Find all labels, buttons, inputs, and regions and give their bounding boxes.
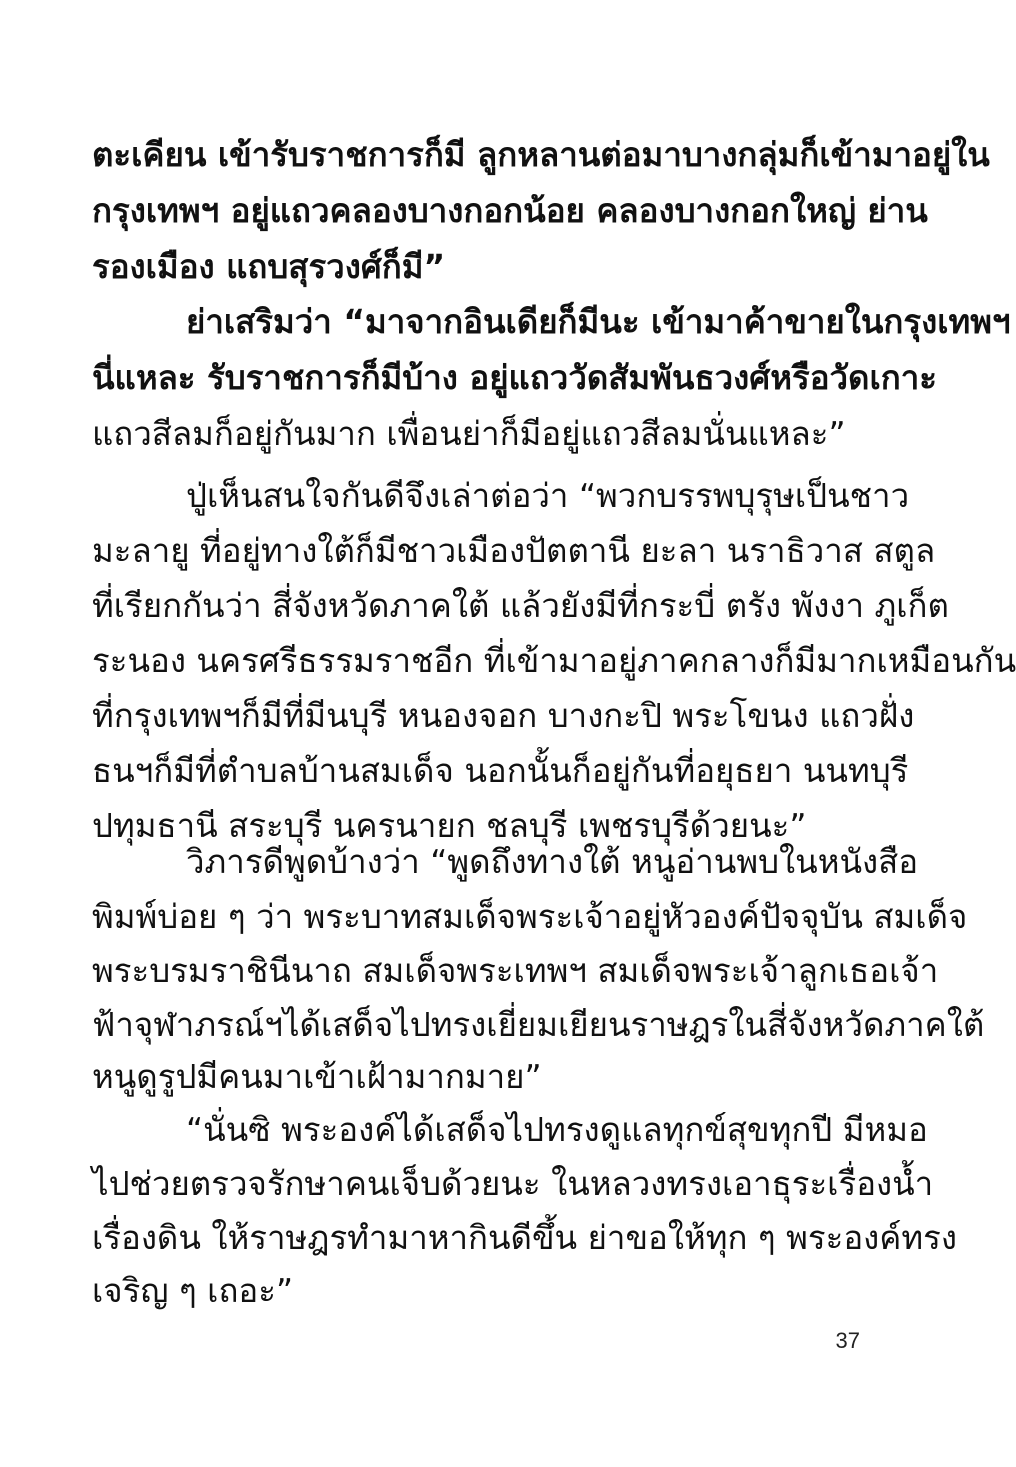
- text-line: เจริญ ๆ เถอะ”: [92, 1271, 294, 1310]
- text-line: ฟ้าจุฬาภรณ์ฯได้เสด็จไปทรงเยี่ยมเยียนราษฎรในสี่จังหวัดภาคใต้: [92, 1005, 985, 1044]
- text-line: ปู่เห็นสนใจกันดีจึงเล่าต่อว่า “พวกบรรพบุรุษเป็นชาว: [186, 476, 910, 515]
- page-number: 37: [835, 1328, 860, 1353]
- text-line: ปทุมธานี สระบุรี นครนายก ชลบุรี เพชรบุรีด้วยนะ”: [92, 806, 807, 845]
- text-line: “นั่นซิ พระองค์ได้เสด็จไปทรงดูแลทุกข์สุขทุกปี มีหมอ: [186, 1110, 928, 1149]
- text-line: เรื่องดิน ให้ราษฎรทำมาหากินดีขึ้น ย่าขอให้ทุก ๆ พระองค์ทรง: [92, 1218, 957, 1257]
- text-line: ไปช่วยตรวจรักษาคนเจ็บด้วยนะ ในหลวงทรงเอาธุระเรื่องน้ำ: [92, 1164, 934, 1203]
- text-line: ที่กรุงเทพฯก็มีที่มีนบุรี หนองจอก บางกะปิ พระโขนง แถวฝั่ง: [92, 696, 915, 735]
- text-line: นี่แหละ รับราชการก็มีบ้าง อยู่แถววัดสัมพันธวงศ์หรือวัดเกาะ: [92, 358, 937, 397]
- text-line: กรุงเทพฯ อยู่แถวคลองบางกอกน้อย คลองบางกอกใหญ่ ย่าน: [92, 191, 928, 230]
- text-line: พิมพ์บ่อย ๆ ว่า พระบาทสมเด็จพระเจ้าอยู่หัวองค์ปัจจุบัน สมเด็จ: [92, 897, 968, 936]
- text-line: มะลายู ที่อยู่ทางใต้ก็มีชาวเมืองปัตตานี ยะลา นราธิวาส สตูล: [92, 531, 936, 570]
- text-line: พระบรมราชินีนาถ สมเด็จพระเทพฯ สมเด็จพระเจ้าลูกเธอเจ้า: [92, 951, 939, 990]
- text-line: ตะเคียน เข้ารับราชการก็มี ลูกหลานต่อมาบางกลุ่มก็เข้ามาอยู่ใน: [92, 135, 990, 174]
- text-line: ที่เรียกกันว่า สี่จังหวัดภาคใต้ แล้วยังมีที่กระบี่ ตรัง พังงา ภูเก็ต: [92, 586, 949, 625]
- text-line: ระนอง นครศรีธรรมราชอีก ที่เข้ามาอยู่ภาคกลางก็มีมากเหมือนกัน: [92, 641, 1016, 680]
- text-line: ย่าเสริมว่า “มาจากอินเดียก็มีนะ เข้ามาค้าขายในกรุงเทพฯ: [186, 302, 1011, 341]
- text-line: ธนฯก็มีที่ตำบลบ้านสมเด็จ นอกนั้นก็อยู่กันที่อยุธยา นนทบุรี: [92, 751, 909, 790]
- text-line: วิภารดีพูดบ้างว่า “พูดถึงทางใต้ หนูอ่านพบในหนังสือ: [186, 842, 919, 881]
- text-line: หนูดูรูปมีคนมาเข้าเฝ้ามากมาย”: [92, 1057, 542, 1096]
- text-line: แถวสีลมก็อยู่กันมาก เพื่อนย่าก็มีอยู่แถวสีลมนั่นแหละ”: [92, 414, 846, 453]
- text-line: รองเมือง แถบสุรวงศ์ก็มี”: [92, 247, 446, 286]
